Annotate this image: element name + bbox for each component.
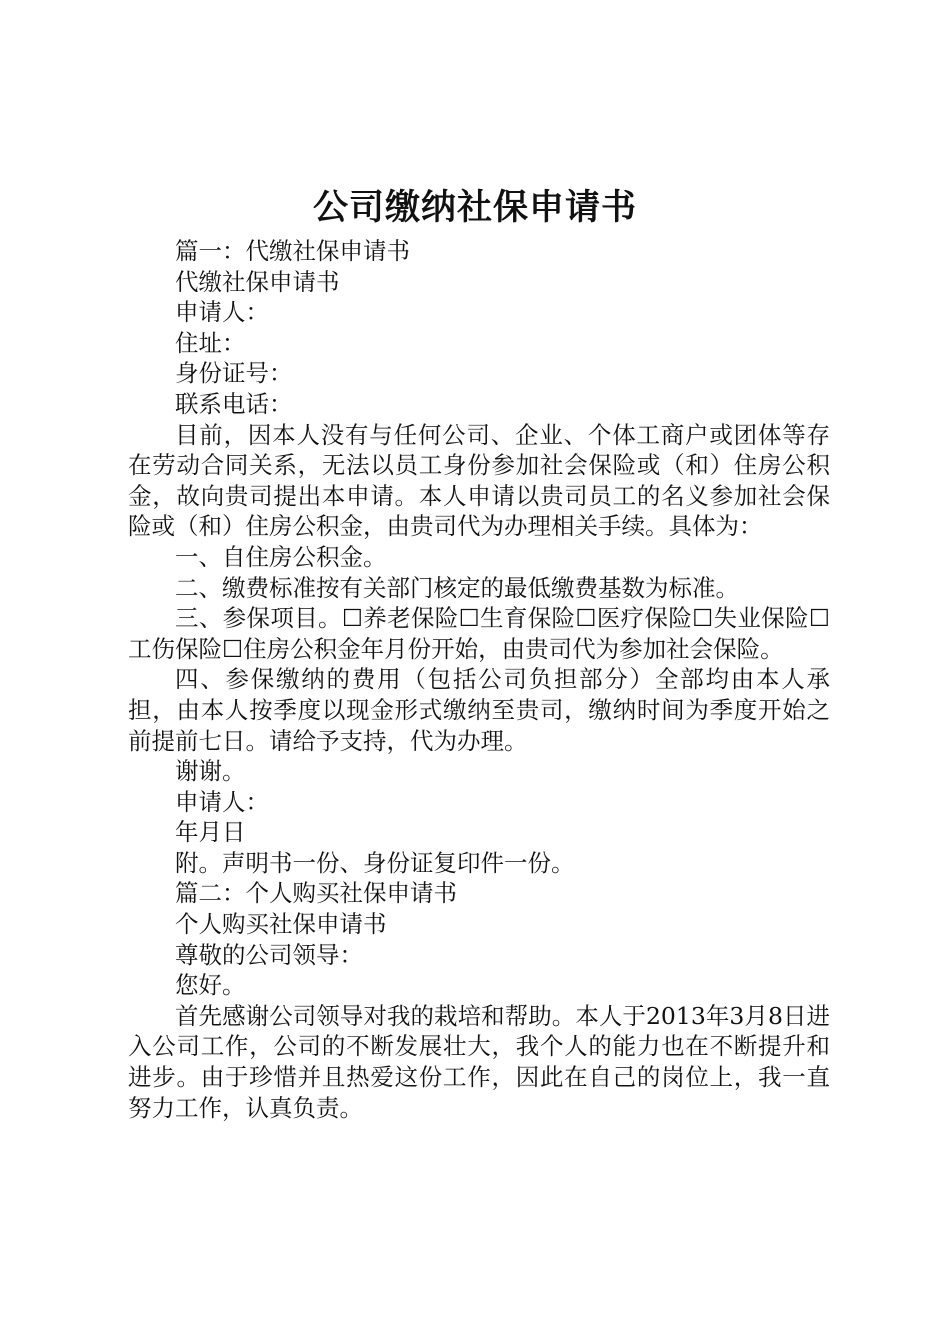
document-title: 公司缴纳社保申请书 [312, 187, 637, 228]
salutation: 尊敬的公司领导： [175, 940, 363, 969]
thanks-line: 谢谢。 [175, 757, 246, 786]
body-paragraph: 首先感谢公司领导对我的栽培和帮助。本人于2013年3月8日进入公司工作，公司的不断发展壮大，我个人的能力也在不断提升和进步。由于珍惜并且热爱这份工作，因此在自己的岗位上，我一直努力工作，认真负责。 [128, 1001, 830, 1122]
list-item: 四、参保缴纳的费用（包括公司负担部分）全部均由本人承担，由本人按季度以现金形式缴纳至贵司，缴纳时间为季度开始之前提前七日。请给予支持，代为办理。 [128, 665, 830, 755]
body-paragraph: 目前，因本人没有与任何公司、企业、个体工商户或团体等存在劳动合同关系，无法以员工身份参加社会保险或（和）住房公积金，故向贵司提出本申请。本人申请以贵司员工的名义参加社会保险或（和）住房公积金，由贵司代为办理相关手续。具体为： [128, 420, 830, 541]
phone-field: 联系电话： [175, 389, 293, 418]
subheading: 代缴社保申请书 [175, 267, 340, 296]
list-item: 一、自住房公积金。 [175, 542, 387, 571]
document-body [128, 236, 830, 1123]
list-item: 三、参保项目。☐养老保险☐生育保险☐医疗保险☐失业保险☐工伤保险☐住房公积金年月份开始，由贵司代为参加社会保险。 [128, 604, 830, 663]
address-field: 住址： [175, 328, 246, 357]
attachment-note: 附。声明书一份、身份证复印件一份。 [175, 848, 575, 877]
signature-field: 申请人： [175, 787, 269, 816]
date-field: 年月日 [175, 818, 246, 847]
greeting: 您好。 [175, 971, 246, 1000]
list-item: 二、缴费标准按有关部门核定的最低缴费基数为标准。 [175, 573, 739, 602]
subheading: 个人购买社保申请书 [175, 910, 387, 939]
id-number-field: 身份证号： [175, 359, 293, 388]
section-heading-2: 篇二：个人购买社保申请书 [175, 879, 457, 908]
section-heading-1: 篇一：代缴社保申请书 [175, 237, 410, 265]
applicant-field: 申请人： [175, 298, 269, 327]
